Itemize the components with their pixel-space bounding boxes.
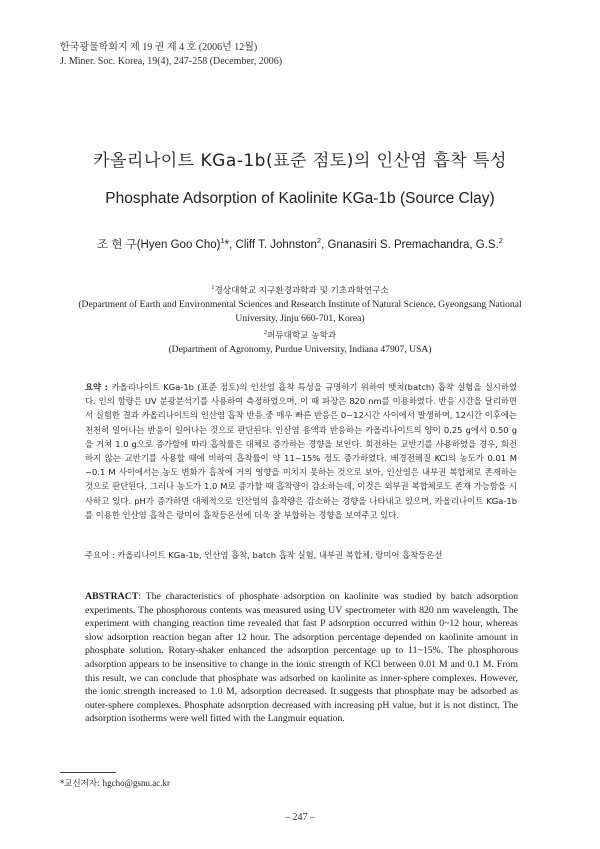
abstract-english xyxy=(85,590,518,726)
journal-citation-en: J. Miner. Soc. Korea, 19(4), 247-258 (December, 2006) xyxy=(60,56,283,67)
affiliation-1-sup: 1 xyxy=(211,284,215,291)
affiliation-1-en-line1: (Department of Earth and Environmental Sciences and Research Institute of Natural Science, Gyeongsang National xyxy=(78,299,522,311)
footnote xyxy=(60,777,170,789)
journal-citation-ko: 한국광물학회지 제 19 권 제 4 호 (2006년 12월) xyxy=(60,42,258,53)
author-1-affil: 1 xyxy=(220,236,225,246)
author-2-affil: 2 xyxy=(316,236,322,246)
affiliation-2-sup: 2 xyxy=(263,329,268,337)
corresponding-mark: *, xyxy=(224,239,236,251)
author-separator: , xyxy=(321,239,328,251)
author-3-affil: 2 xyxy=(498,236,503,246)
abstract-korean xyxy=(85,380,517,522)
abstract-english-label: ABSTRACT xyxy=(85,591,139,602)
author-3-name: Gnanasiri S. Premachandra, G.S. xyxy=(327,239,499,251)
title-korean: 카올리나이트 KGa-1b(표준 점토)의 인산염 흡착 특성 xyxy=(93,151,507,171)
abstract-english-text: : The characteristics of phosphate adsorption on kaolinite was studied by batch adsorption experiments. The phosphorous contents was measured using UV spectrometer with 820 nm wavelength. The experiment with changing reaction time revealed that fast P adsorption occurred within 0~12 hour, whereas slow adsorption reaction began after 12 hour. The adsorption percentage depended on kaolinite amount in phosphate solution. Rotary-shaker enhanced the adsorption percentage up to 11~15%. The phosphorous adsorption appears to be insensitive to change in the ionic strength of KCl between 0.01 M and 0.1 M. From this result, we can conclude that phosphate was adsorbed on kaolinite as inner-sphere complexes. However, the ionic strength increased to 1.0 M, adsorption decreased. It suggests that phosphate may be adsorbed as outer-sphere complexes. Phosphate adsorption decreased with increasing pH value, but it is not distinct. The adsorption isotherms were well fitted with the Langmuir equation. xyxy=(85,591,518,725)
page-number: – 247 – xyxy=(285,812,315,823)
keywords-korean xyxy=(85,549,517,562)
title-english: Phosphate Adsorption of Kaolinite KGa-1b (Source Clay) xyxy=(105,190,495,207)
footnote-divider xyxy=(60,772,116,773)
abstract-korean-label: 요약 : xyxy=(85,382,112,392)
author-1-name: 조 현 구(Hyen Goo Cho) xyxy=(97,239,221,251)
keywords-text: 카올리나이트 KGa-1b, 인산염 흡착, batch 흡착 실험, 내부권 복합체, 랑미어 흡착등온선 xyxy=(117,550,443,560)
affiliation-2-ko-text: 퍼듀대학교 농학과 xyxy=(267,331,337,342)
footnote-email: hgcho@gsnu.ac.kr xyxy=(102,778,170,788)
footnote-label: *교신저자: xyxy=(60,779,103,789)
affiliation-1-ko-text: 경상대학교 지구환경과학과 및 기초과학연구소 xyxy=(214,286,389,297)
affiliation-1-en-line2: University, Jinju 660-701, Korea) xyxy=(235,313,365,325)
affiliation-2-en: (Department of Agronomy, Purdue University, Indiana 47907, USA) xyxy=(168,344,432,356)
affiliation-2-ko xyxy=(30,326,570,343)
affiliation-1-ko xyxy=(30,281,570,298)
keywords-label: 주요어 : xyxy=(85,550,118,560)
affiliations xyxy=(30,281,570,357)
abstract-korean-text: 카올리나이트 KGa-1b (표준 점토)의 인산염 흡착 특성을 규명하기 위하여 뱃치(batch) 흡착 실험을 실시하였다. 인의 함량은 UV 분광분석기를 사용하여 측정하였으며, 이 때 파장은 820 nm를 이용하였다. 반응 시간을 달리하면서 실험한 결과 카올리나이트의 인산염 흡착 반응 중 매우 빠른 반응은 0~12시간 사이에서 발생하며, 12시간 이후에는 천천히 일어나는 반응이 일어나는 것으로 판단된다. 인산염 용액과 반응하는 카올리나이트의 양이 0.25 g에서 0.50 g을 거쳐 1.0 g으로 증가함에 따라 흡착률은 대체로 증가하는 경향을 보인다. 회전하는 교반기를 사용하였을 경우, 회전하지 않는 교반기를 사용할 때에 비하여 흡착률이 약 11~15% 정도 증가하였다. 배경전해질 KCl의 농도가 0.01 M ~0.1 M 사이에서는 농도 변화가 흡착에 거의 영향을 미치지 못하는 것으로 보아, 인산염은 내부권 복합체로 존재하는 것으로 판단된다. 그러나 농도가 1.0 M로 증가할 때 흡착량이 감소하는데, 이것은 외부권 복합체로도 존재 가능함을 시사하고 있다. pH가 증가하면 대체적으로 인산염의 흡착량은 감소하는 경향을 나타내고 있으며, 카올리나이트 KGa-1b를 이용한 인산염 흡착은 랑미어 흡착등온선에 더욱 잘 부합하는 경향을 보여주고 있다. xyxy=(85,382,517,520)
author-list xyxy=(0,236,600,252)
author-2-name: Cliff T. Johnston xyxy=(235,239,317,251)
journal-header xyxy=(60,41,282,69)
